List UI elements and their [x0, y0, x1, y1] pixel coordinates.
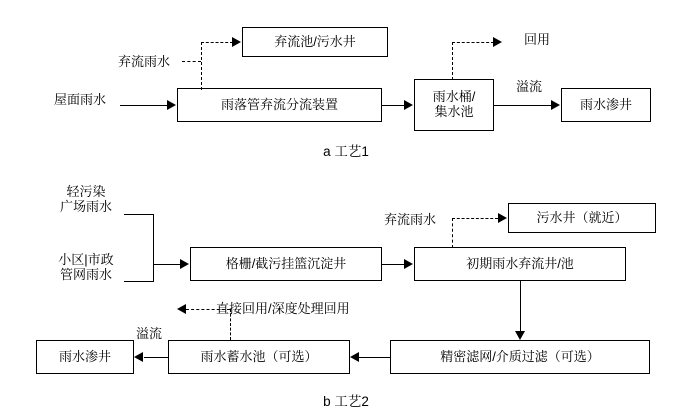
connector-early-to-filter: [520, 281, 521, 333]
node-label: 初期雨水弃流井/池: [466, 255, 574, 271]
node-roof-rain: [44, 93, 116, 108]
connector-filter-to-storage: [359, 357, 390, 358]
node-discard-pool-a: [242, 27, 388, 57]
arrowhead: [404, 259, 413, 269]
node-storage-pool: [168, 340, 350, 374]
connector-roof-to-downpipe: [120, 105, 168, 106]
node-filter: [390, 340, 650, 374]
connector-downpipe-to-discard-pool-h: [201, 42, 233, 43]
caption-process-a: [296, 140, 396, 160]
connector-storage-to-reuse-h: [186, 309, 230, 310]
connector-barrel-to-well: [494, 105, 552, 106]
node-label: 雨水蓄水池（可选）: [200, 348, 318, 364]
arrowhead: [404, 100, 413, 110]
connector-source2-h: [124, 281, 154, 282]
node-reuse-a: [507, 33, 567, 48]
node-label: 小区|市政: [58, 252, 114, 267]
node-label: 回用: [523, 32, 550, 47]
node-label: 直接回用/深度处理回用: [216, 301, 350, 316]
label-discard-rain-a: [108, 55, 180, 70]
node-barrel-a: [414, 79, 494, 131]
connector-sources-to-grating: [153, 264, 181, 265]
arrowhead: [167, 100, 176, 110]
node-label: 格栅/截污挂篮沉淀井: [225, 255, 347, 271]
arrowhead: [177, 304, 186, 314]
arrowhead: [180, 259, 189, 269]
connector-downpipe-to-discard-pool-v: [201, 42, 202, 90]
connector-early-to-sewage-v: [452, 218, 453, 248]
node-label: 雨水渗井: [58, 348, 111, 364]
node-label: 弃流雨水: [383, 212, 436, 227]
node-sewage-well: [508, 203, 656, 233]
caption-label: a 工艺1: [323, 144, 369, 159]
arrowhead: [232, 37, 241, 47]
node-label: 集水池: [434, 104, 474, 119]
connector-sources-v: [153, 214, 154, 282]
node-label: 雨水渗井: [579, 96, 632, 112]
node-community-municipal-pipe-rain: [40, 253, 132, 283]
node-grating: [190, 247, 382, 281]
connector-storage-to-reuse-v: [230, 309, 231, 340]
node-label: 雨落管弃流分流装置: [220, 96, 338, 112]
node-light-polluted-square-rain: [40, 185, 132, 215]
arrowhead: [515, 331, 525, 340]
connector-source1-h: [124, 214, 154, 215]
caption-label: b 工艺2: [323, 394, 369, 409]
label-direct-reuse: [216, 302, 446, 317]
node-label: 溢流: [515, 79, 542, 94]
connector-early-to-sewage-h: [452, 218, 498, 219]
node-infiltration-well-a: [561, 88, 651, 122]
connector-barrel-to-reuse-v: [452, 42, 453, 80]
arrowhead: [134, 352, 143, 362]
node-downpipe-device: [177, 88, 382, 122]
connector-discard-rain-tick: [182, 61, 201, 62]
arrowhead: [551, 100, 560, 110]
label-overflow-b: [126, 327, 172, 342]
arrowhead: [350, 352, 359, 362]
arrowhead: [493, 37, 502, 47]
node-label: 广场雨水: [59, 198, 112, 214]
node-label: 精密滤网/介质过滤（可选）: [440, 348, 600, 364]
node-early-rain-discard: [414, 247, 626, 281]
node-label: 管网雨水: [59, 266, 112, 282]
node-label: 弃流池/污水井: [274, 33, 356, 49]
connector-storage-to-well: [144, 357, 168, 358]
connector-downpipe-to-barrel: [382, 105, 404, 106]
caption-process-b: [296, 390, 396, 410]
node-label: 轻污染: [66, 184, 106, 199]
node-label: 雨水桶/: [432, 89, 476, 105]
node-label: 屋面雨水: [53, 92, 106, 107]
label-discard-rain-b: [374, 213, 446, 228]
label-overflow-a: [506, 80, 552, 95]
node-label: 弃流雨水: [117, 54, 170, 69]
connector-grating-to-early: [382, 264, 404, 265]
connector-barrel-to-reuse-h: [452, 42, 494, 43]
node-label: 污水井（就近）: [536, 209, 628, 225]
node-infiltration-well-b: [36, 340, 134, 374]
node-label: 溢流: [135, 326, 162, 341]
arrowhead: [498, 213, 507, 223]
